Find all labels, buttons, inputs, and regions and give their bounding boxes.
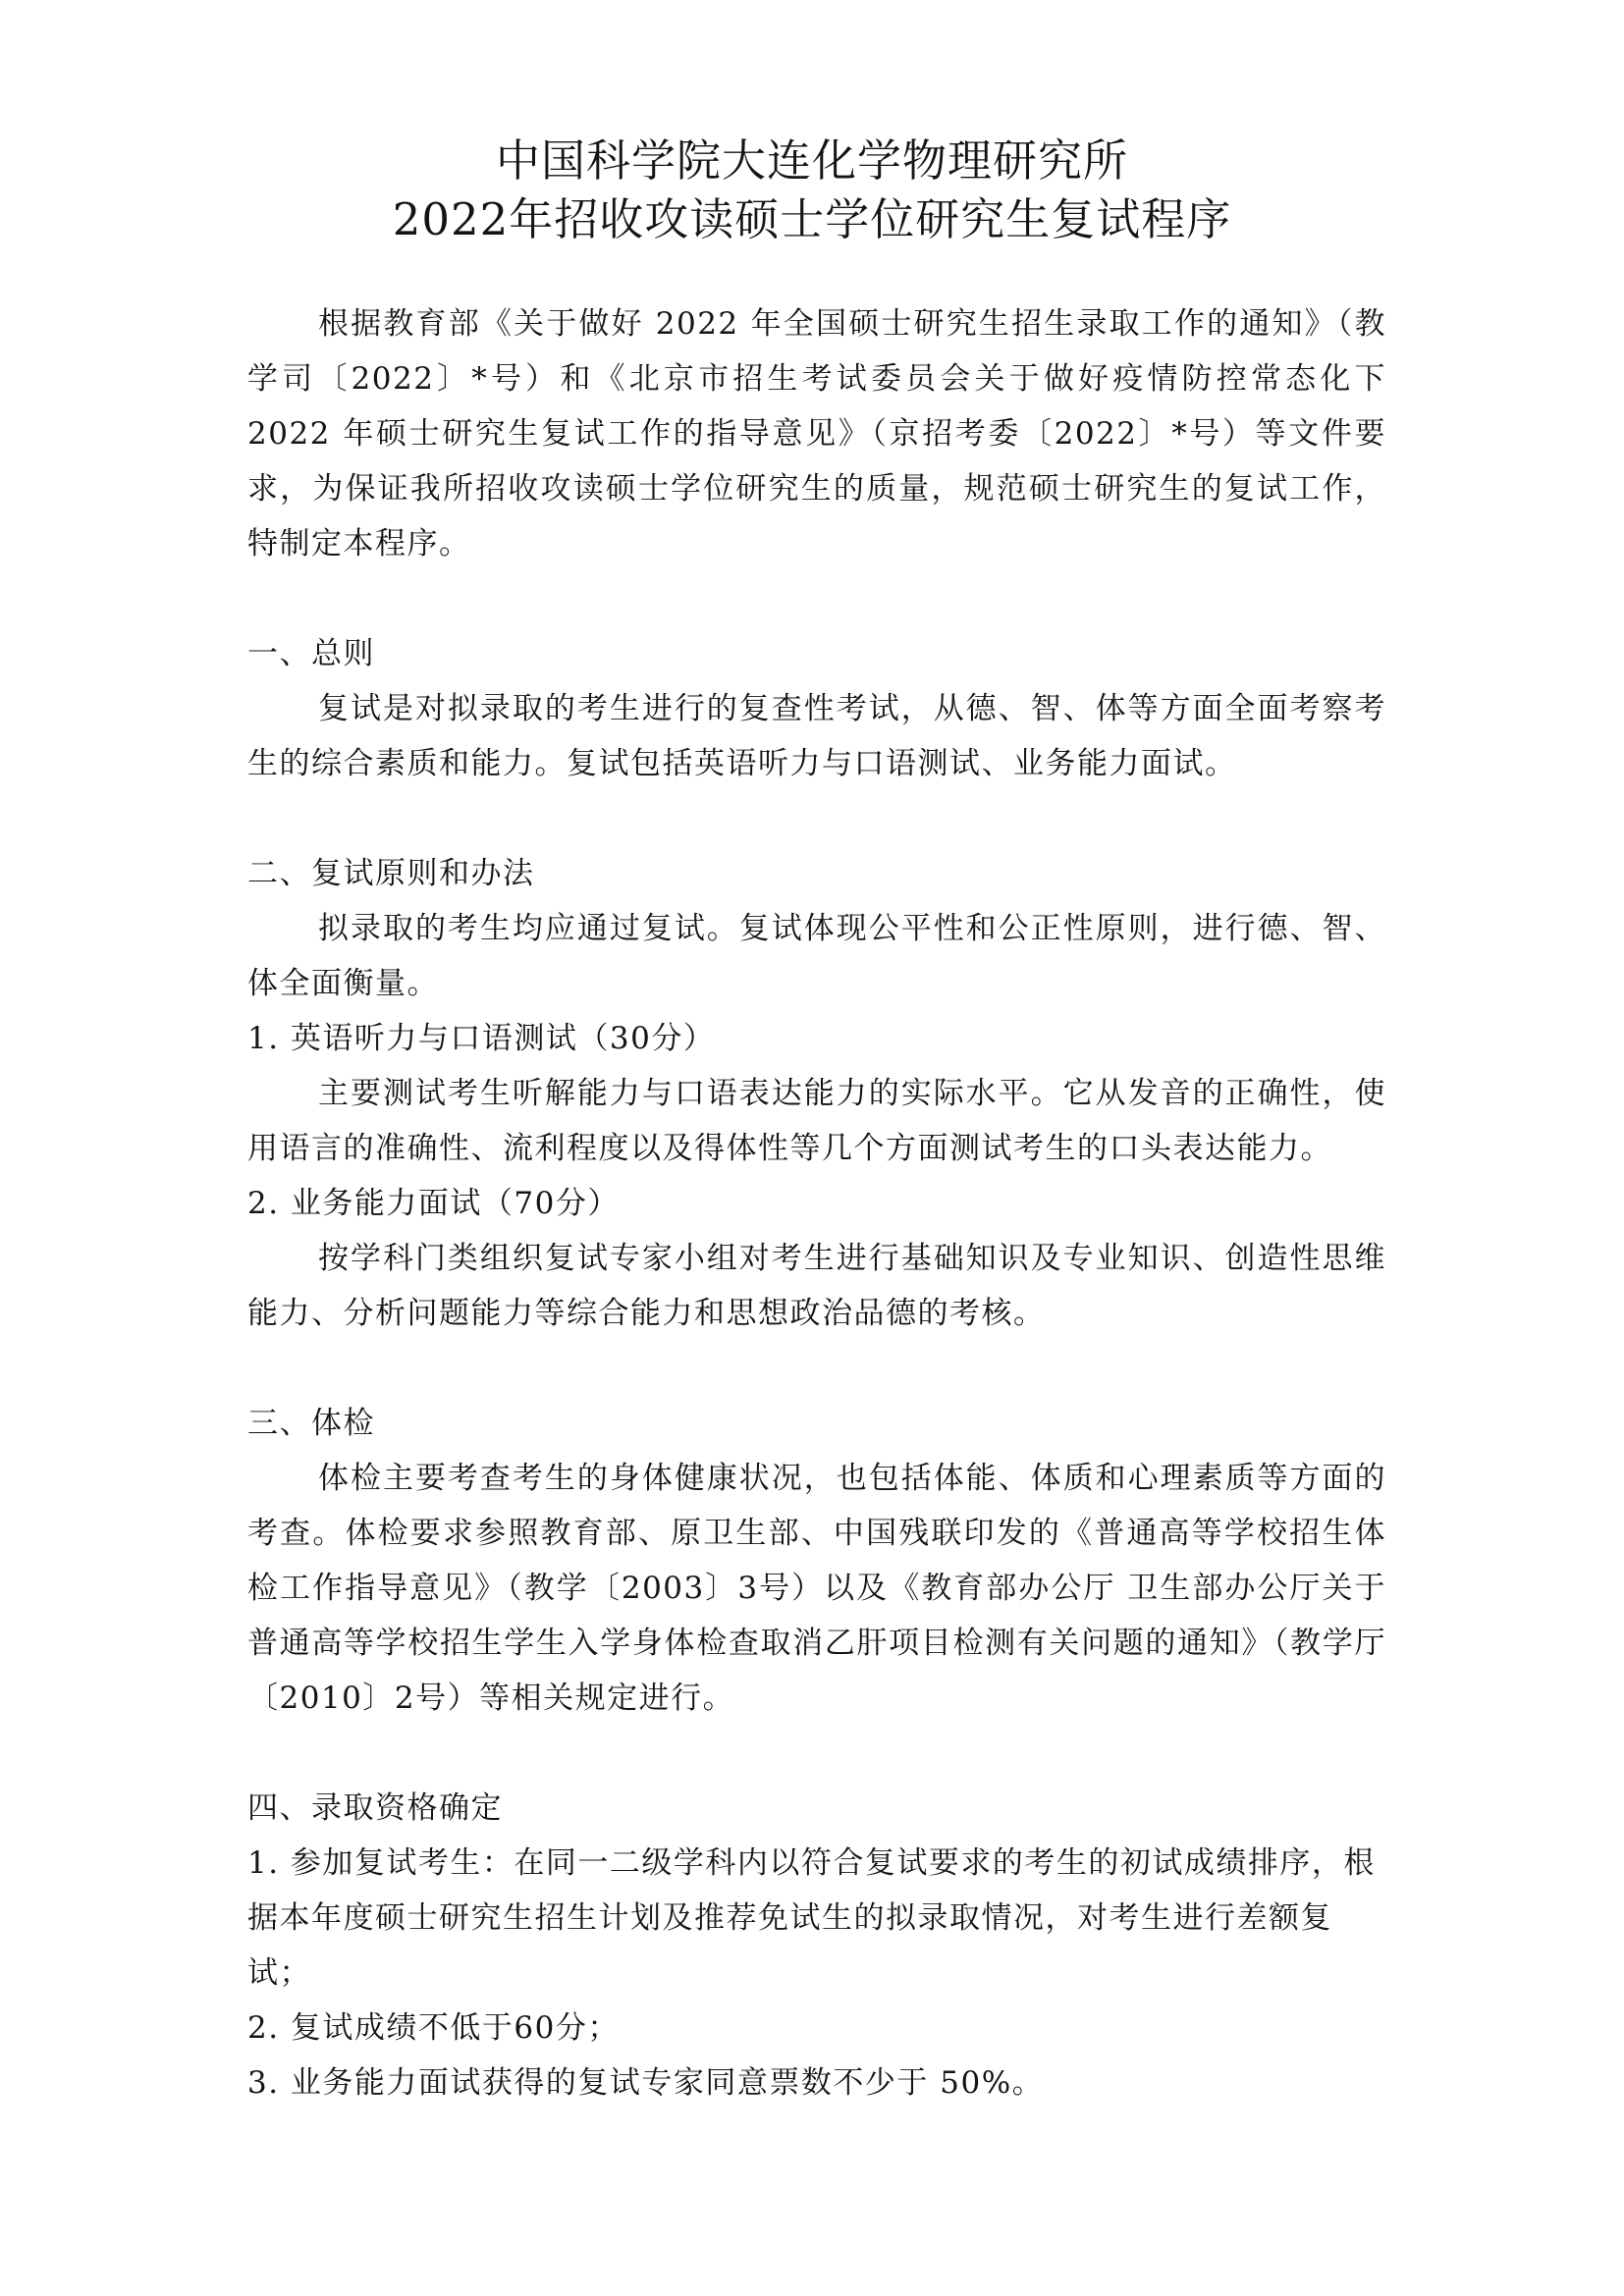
section-2-paragraph: 拟录取的考生均应通过复试。复试体现公平性和公正性原则，进行德、智、体全面衡量。 xyxy=(247,911,1386,1001)
document-title-line-2: 2022年招收攻读硕士学位研究生复试程序 xyxy=(392,193,1232,245)
section-4-item-3: 3. 业务能力面试获得的复试专家同意票数不少于 50%。 xyxy=(247,2065,1045,2101)
section-2-item-1-title: 1. 英语听力与口语测试（30分） xyxy=(247,1021,716,1056)
section-4-item-1: 1. 参加复试考生：在同一二级学科内以符合复试要求的考生的初试成绩排序，根据本年度硕士研究生招生计划及推荐免试生的拟录取情况，对考生进行差额复试； xyxy=(247,1845,1376,1991)
document-body xyxy=(247,296,1386,2110)
section-2-item-2-text: 按学科门类组织复试专家小组对考生进行基础知识及专业知识、创造性思维能力、分析问题能力等综合能力和思想政治品德的考核。 xyxy=(247,1241,1386,1331)
section-4-heading: 四、录取资格确定 xyxy=(247,1790,503,1826)
section-3-heading: 三、体检 xyxy=(247,1406,375,1441)
section-2-item-2-title: 2. 业务能力面试（70分） xyxy=(247,1186,620,1221)
document-title-line-1: 中国科学院大连化学物理研究所 xyxy=(495,134,1128,187)
section-1-paragraph: 复试是对拟录取的考生进行的复查性考试，从德、智、体等方面全面考察考生的综合素质和能力。复试包括英语听力与口语测试、业务能力面试。 xyxy=(247,691,1386,781)
section-2-item-1-text: 主要测试考生听解能力与口语表达能力的实际水平。它从发音的正确性，使用语言的准确性、流利程度以及得体性等几个方面测试考生的口头表达能力。 xyxy=(247,1076,1386,1166)
section-2-heading: 二、复试原则和办法 xyxy=(247,856,535,891)
intro-paragraph: 根据教育部《关于做好 2022 年全国硕士研究生招生录取工作的通知》（教学司〔2022〕*号）和《北京市招生考试委员会关于做好疫情防控常态化下 2022 年硕士研究生复试工作的指导意见》（京招考委〔2022〕*号）等文件要求，为保证我所招收攻读硕士学位研究生的质量，规范硕士研究生的复试工作，特制定本程序。 xyxy=(247,306,1386,561)
section-3-paragraph: 体检主要考查考生的身体健康状况，也包括体能、体质和心理素质等方面的考查。体检要求参照教育部、原卫生部、中国残联印发的《普通高等学校招生体检工作指导意见》（教学〔2003〕3号）以及《教育部办公厅 卫生部办公厅关于普通高等学校招生学生入学身体检查取消乙肝项目检测有关问题的通知》（教学厅〔2010〕2号）等相关规定进行。 xyxy=(247,1461,1386,1716)
section-1-heading: 一、总则 xyxy=(247,636,375,671)
section-4-item-2: 2. 复试成绩不低于60分； xyxy=(247,2010,620,2046)
